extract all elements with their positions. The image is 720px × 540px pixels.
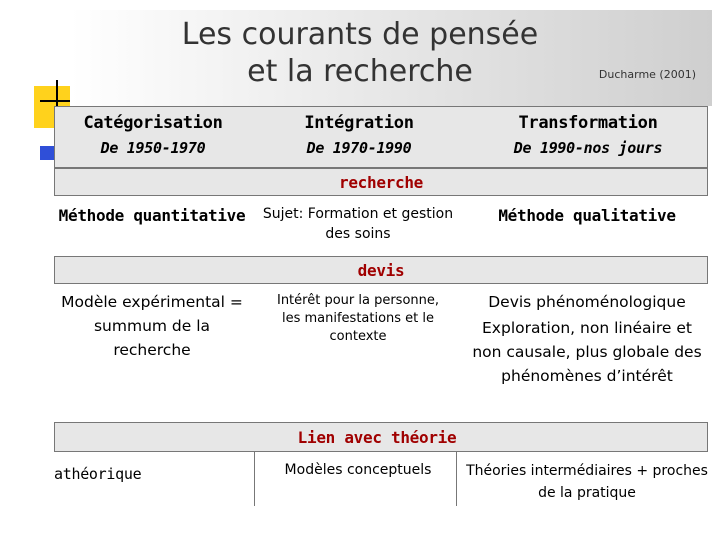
currents-table [54, 106, 708, 520]
cell-interet-personne: Intérêt pour la personne, les manifestations et le contexte [276, 293, 440, 344]
slide-title [150, 16, 570, 90]
section-title-theorie: Lien avec théorie [297, 428, 457, 447]
column-divider [254, 452, 255, 506]
cell-methode-quantitative: Méthode quantitative [58, 206, 246, 225]
header-period: De 1950-1970 [100, 139, 206, 157]
title-line-1: Les courants de pensée [181, 17, 539, 52]
cell-modeles-conceptuels: Modèles conceptuels [284, 462, 432, 478]
title-line-2: et la recherche [247, 54, 473, 89]
cell-methode-qualitative: Méthode qualitative [498, 206, 676, 225]
cell-sujet-formation: Sujet: Formation et gestion des soins [262, 206, 454, 242]
section-title-devis: devis [357, 261, 405, 280]
cell-modele-experimental: Modèle expérimental = summum de la recherche [61, 293, 243, 359]
devis-pheno-heading: Devis phénoménologique [488, 293, 686, 311]
author-citation: Ducharme (2001) [598, 68, 696, 81]
section-title-recherche: recherche [339, 173, 423, 192]
header-row [54, 106, 708, 168]
column-divider [456, 452, 457, 506]
header-col-3 [467, 113, 709, 157]
header-col-2 [261, 113, 457, 157]
header-col-1 [55, 113, 251, 157]
cell-atheorique: athéorique [54, 465, 142, 483]
header-label: Catégorisation [83, 113, 223, 133]
cell-devis-phenomenologique [466, 290, 708, 388]
header-period: De 1970-1990 [306, 139, 412, 157]
devis-pheno-detail: Exploration, non linéaire et non causale, plus globale des phénomènes d’intérêt [472, 319, 702, 385]
cell-theories-intermediaires: Théories intermédiaires + proches de la pratique [466, 463, 708, 501]
header-label: Intégration [304, 113, 414, 133]
header-label: Transformation [518, 113, 658, 133]
header-period: De 1990-nos jours [513, 139, 663, 157]
